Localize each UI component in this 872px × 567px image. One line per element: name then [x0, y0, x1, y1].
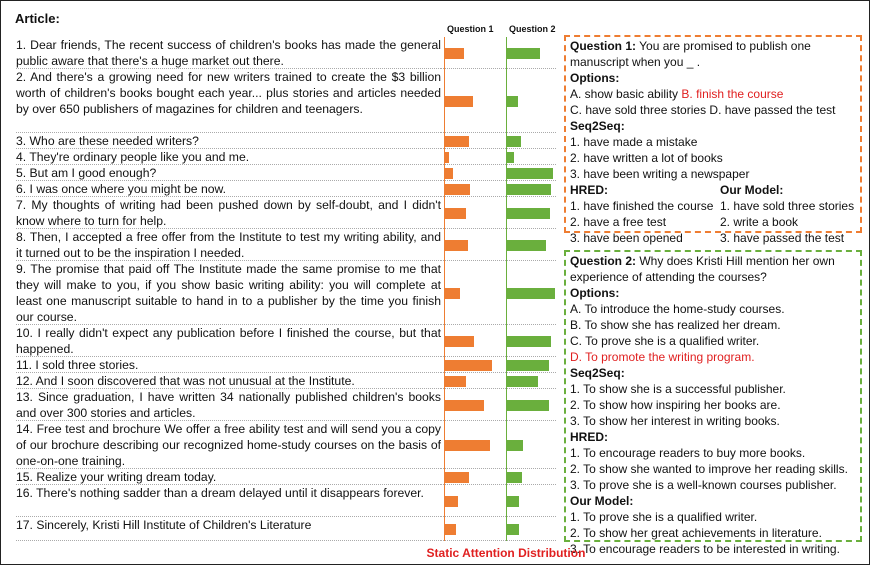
q1-attention-bar — [445, 400, 484, 411]
q1-attention-bar — [445, 336, 474, 347]
q2-seq2seq-2: 2. To show how inspiring her books are. — [570, 398, 781, 412]
q1-attention-bar — [445, 440, 490, 451]
row-separator — [441, 180, 556, 181]
q2-attention-bar — [507, 96, 518, 107]
q2-model-2: 2. To show her great achievements in literature. — [570, 526, 822, 540]
article-sentence: 11. I sold three stories. — [16, 357, 441, 373]
article-sentence: 14. Free test and brochure We offer a free ability test and will send you a copy of our brochure describing our recognized home-study courses on the basis of one-on-one training. — [16, 422, 441, 468]
question2-column-header: Question 2 — [509, 24, 556, 34]
q1-attention-bar — [445, 360, 492, 371]
q2-attention-bar — [507, 48, 540, 59]
q1-seq2seq-2: 2. have written a lot of books — [570, 151, 723, 165]
row-separator — [441, 132, 556, 133]
article-sentence: 2. And there's a growing need for new writers trained to create the $3 billion worth of children's books bought each year... plus stories and articles needed by over 650 publishers of magazines for children and teenagers. — [16, 69, 441, 133]
q2-options-label: Options: — [570, 286, 620, 300]
q1-attention-bar — [445, 208, 466, 219]
article-sentence: 1. Dear friends, The recent success of children's books has made the general public aware that there's a huge market out there. — [16, 38, 441, 68]
q1-seq2seq-3: 3. have been writing a newspaper — [570, 167, 750, 181]
q1-option-a: A. show basic ability — [570, 87, 682, 101]
row-separator — [441, 228, 556, 229]
q2-attention-bar — [507, 184, 551, 195]
q2-option-c: C. To prove she is a qualified writer. — [570, 334, 760, 348]
q2-seq2seq-1: 1. To show she is a successful publisher. — [570, 382, 786, 396]
row-separator — [441, 468, 556, 469]
row-separator — [441, 388, 556, 389]
q2-attention-bar — [507, 168, 553, 179]
q2-attention-bar — [507, 496, 519, 507]
q1-hred-1: 1. have finished the course — [570, 199, 714, 213]
article-sentence: 9. The promise that paid off The Institute made the same promise to me that they will make to you, if you show basic writing ability: you will complete at least one manuscript suitable to hand in to a publisher by the time you finish our course. — [16, 262, 441, 324]
q1-attention-bar — [445, 376, 466, 387]
article-sentence: 17. Sincerely, Kristi Hill Institute of Children's Literature — [16, 517, 441, 541]
q2-attention-bar — [507, 472, 522, 483]
q1-attention-bar — [445, 472, 469, 483]
q2-option-d-answer: D. To promote the writing program. — [570, 350, 755, 364]
q2-model-3: 3. To encourage readers to be interested in writing. — [570, 542, 840, 556]
q2-model-label: Our Model: — [570, 494, 634, 508]
q2-attention-bar — [507, 336, 551, 347]
q2-text-line2: experience of attending the courses? — [570, 270, 767, 284]
q1-attention-bar — [445, 48, 464, 59]
q1-attention-bar — [445, 524, 456, 535]
row-separator — [441, 420, 556, 421]
q2-text-line1: Why does Kristi Hill mention her own — [639, 254, 835, 268]
row-separator — [441, 68, 556, 69]
q2-attention-bar — [507, 440, 523, 451]
q1-model-1: 1. have sold three stories — [720, 199, 855, 213]
row-separator — [441, 484, 556, 485]
q2-hred-label: HRED: — [570, 430, 608, 444]
q2-attention-bar — [507, 360, 549, 371]
q1-text-line1: You are promised to publish one — [639, 39, 811, 53]
question1-box — [564, 35, 862, 245]
article-sentence: 4. They're ordinary people like you and me. — [16, 149, 441, 165]
q1-attention-bar — [445, 96, 473, 107]
q1-attention-bar — [445, 152, 449, 163]
q2-hred-1: 1. To encourage readers to buy more books. — [570, 446, 806, 460]
row-separator — [441, 260, 556, 261]
q1-model-2: 2. write a book — [720, 215, 799, 229]
question2-box — [564, 250, 862, 556]
row-separator — [441, 196, 556, 197]
q2-attention-bar — [507, 240, 546, 251]
article-sentence: 15. Realize your writing dream today. — [16, 469, 441, 485]
q2-attention-bar — [507, 524, 519, 535]
q2-option-a: A. To introduce the home-study courses. — [570, 302, 785, 316]
article-sentence: 8. Then, I accepted a free offer from the Institute to test my writing ability, and it turned out to be the inspiration I needed. — [16, 230, 441, 260]
q2-hred-3: 3. To prove she is a well-known courses publisher. — [570, 478, 837, 492]
q2-hred-2: 2. To show she wanted to improve her reading skills. — [570, 462, 848, 476]
q2-attention-bar — [507, 152, 514, 163]
row-separator — [441, 356, 556, 357]
q1-options-label: Options: — [570, 71, 620, 85]
q2-attention-bar — [507, 400, 549, 411]
article-sentence: 7. My thoughts of writing had been pushed down by self-doubt, and I didn't know where to turn for help. — [16, 198, 441, 228]
article-sentence: 5. But am I good enough? — [16, 165, 441, 181]
q2-attention-bar — [507, 288, 555, 299]
row-separator — [441, 372, 556, 373]
q2-seq2seq-3: 3. To show her interest in writing books. — [570, 414, 780, 428]
article-sentence: 6. I was once where you might be now. — [16, 181, 441, 197]
q1-attention-bar — [445, 240, 468, 251]
q1-option-cd: C. have sold three stories D. have passed the test — [570, 103, 836, 117]
q1-attention-bar — [445, 184, 470, 195]
q2-option-b: B. To show she has realized her dream. — [570, 318, 781, 332]
article-sentence: 13. Since graduation, I have written 34 nationally published children's books and over 300 stories and articles. — [16, 390, 441, 420]
row-separator — [441, 516, 556, 517]
q2-seq2seq-label: Seq2Seq: — [570, 366, 625, 380]
q1-attention-bar — [445, 168, 453, 179]
q1-seq2seq-1: 1. have made a mistake — [570, 135, 698, 149]
row-separator — [441, 324, 556, 325]
q1-attention-bar — [445, 288, 460, 299]
q1-attention-bar — [445, 136, 469, 147]
q2-attention-bar — [507, 208, 550, 219]
q2-attention-bar — [507, 376, 538, 387]
q1-model-label: Our Model: — [720, 183, 784, 197]
q1-hred-label: HRED: — [570, 183, 608, 197]
article-sentence: 3. Who are these needed writers? — [16, 133, 441, 149]
article-sentence: 16. There's nothing sadder than a dream delayed until it disappears forever. — [16, 485, 441, 517]
row-separator — [441, 540, 556, 541]
row-separator — [441, 148, 556, 149]
q2-label: Question 2: — [570, 254, 637, 268]
q1-text-line2: manuscript when you _ . — [570, 55, 701, 69]
q1-model-3: 3. have passed the test — [720, 231, 845, 245]
article-label: Article: — [15, 11, 60, 26]
row-separator — [441, 164, 556, 165]
q2-attention-bar — [507, 136, 521, 147]
article-sentence: 10. I really didn't expect any publication before I finished the course, but that happened. — [16, 326, 441, 356]
q1-label: Question 1: — [570, 39, 637, 53]
question1-column-header: Question 1 — [447, 24, 494, 34]
q1-attention-bar — [445, 496, 458, 507]
chart-caption: Static Attention Distribution — [426, 546, 586, 560]
q1-hred-3: 3. have been opened — [570, 231, 683, 245]
q2-model-1: 1. To prove she is a qualified writer. — [570, 510, 758, 524]
article-sentence: 12. And I soon discovered that was not unusual at the Institute. — [16, 373, 441, 389]
q1-seq2seq-label: Seq2Seq: — [570, 119, 625, 133]
q1-hred-2: 2. have a free test — [570, 215, 667, 229]
q1-option-b-answer: B. finish the course — [681, 87, 784, 101]
